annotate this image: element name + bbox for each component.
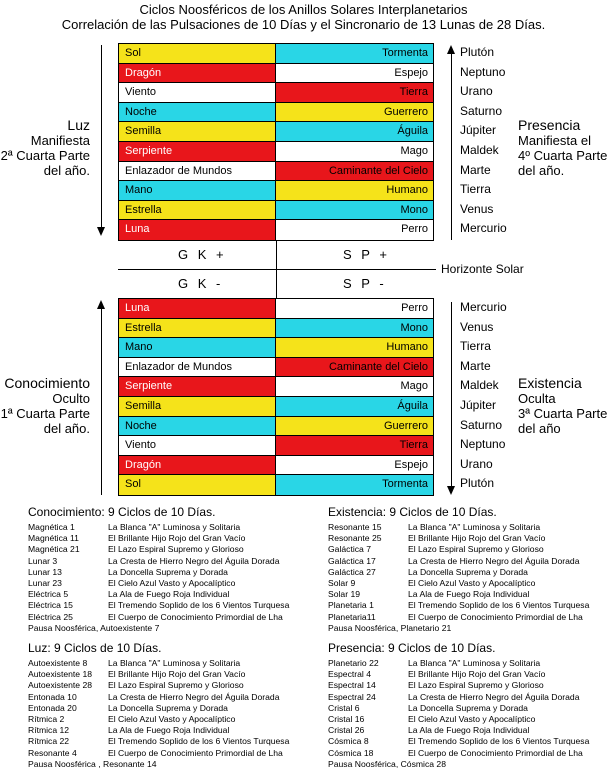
seal-right-cell: Mono <box>276 319 433 338</box>
section-presencia <box>328 641 589 770</box>
seal-left-cell: Mano <box>119 181 276 200</box>
lower-seal-table <box>118 298 434 496</box>
seal-left-cell: Luna <box>119 299 276 318</box>
cycle-name: El Tremendo Soplido de los 6 Vientos Turquesa <box>108 600 290 611</box>
arrow-down-icon <box>97 227 105 236</box>
cycle-name: La Cresta de Hierro Negro del Águila Dorada <box>408 555 580 566</box>
seal-left-cell: Enlazador de Mundos <box>119 162 276 181</box>
arrow-up-lower-left <box>101 309 102 495</box>
planet-label: Maldek <box>460 378 499 393</box>
cycle-name: El Lazo Espiral Supremo y Glorioso <box>408 544 544 555</box>
cycle-date: Lunar 3 <box>28 555 58 566</box>
planet-label: Plutón <box>460 476 495 491</box>
planet-label: Marte <box>460 358 491 373</box>
pause-note: Pausa Noosférica , Resonante 14 <box>28 758 157 769</box>
cycle-date: Eléctrica 5 <box>28 589 69 600</box>
seal-row <box>119 122 433 142</box>
cycle-name: El Cielo Azul Vasto y Apocalíptico <box>108 714 236 725</box>
cycle-name: El Brillante Hijo Rojo del Gran Vacío <box>408 533 546 544</box>
seal-left-cell: Luna <box>119 220 276 240</box>
cycle-date: Lunar 23 <box>28 578 62 589</box>
cycle-row <box>28 567 289 578</box>
cycle-row <box>28 669 289 680</box>
cycle-row <box>328 567 589 578</box>
seal-right-cell: Tormenta <box>276 44 433 63</box>
cycle-row <box>328 736 589 747</box>
seal-row <box>119 338 433 358</box>
seal-row <box>119 142 433 162</box>
planet-label: Tierra <box>460 182 491 197</box>
horizonte-solar-label: Horizonte Solar <box>441 262 524 276</box>
cycle-row <box>328 589 589 600</box>
seal-right-cell: Guerrero <box>276 417 433 436</box>
seal-right-cell: Humano <box>276 338 433 357</box>
seal-right-cell: Caminante del Cielo <box>276 358 433 377</box>
seal-row <box>119 456 433 476</box>
cycle-row <box>328 600 589 611</box>
seal-right-cell: Tormenta <box>276 475 433 495</box>
section-luz <box>28 641 289 770</box>
cycle-name: La Doncella Suprema y Dorada <box>408 702 528 713</box>
cycle-row <box>28 703 289 714</box>
cycle-date: Espectral 14 <box>328 680 376 691</box>
section-header: Presencia: 9 Ciclos de 10 Días. <box>328 641 496 655</box>
cycle-date: Cristal 16 <box>328 714 365 725</box>
seal-left-cell: Semilla <box>119 397 276 416</box>
cycle-name: La Doncella Suprema y Dorada <box>408 566 528 577</box>
arrow-down-icon <box>447 486 455 495</box>
planet-label: Mercurio <box>460 221 507 236</box>
planet-label: Saturno <box>460 103 503 118</box>
cycle-row <box>328 658 589 669</box>
planet-label: Urano <box>460 456 493 471</box>
seal-row <box>119 417 433 437</box>
cycle-name: La Cresta de Hierro Negro del Águila Dorada <box>108 691 280 702</box>
cycle-row <box>328 703 589 714</box>
cycle-name: La Blanca "A" Luminosa y Solitaria <box>108 522 241 532</box>
cycle-date: Resonante 4 <box>28 747 77 758</box>
cycle-row <box>28 748 289 759</box>
horizon-line <box>118 269 436 270</box>
section-header: Luz: 9 Ciclos de 10 Días. <box>28 641 162 655</box>
existencia-label: Existencia Oculta 3ª Cuarta Parte del año <box>518 375 607 436</box>
arrow-up-upper-right <box>451 54 452 240</box>
cycle-date: Autoexistente 28 <box>28 680 93 691</box>
cycle-date: Galáctica 27 <box>328 566 376 577</box>
cycle-name: La Blanca "A" Luminosa y Solitaria <box>408 658 541 668</box>
cycle-name: La Ala de Fuego Roja Individual <box>408 589 530 600</box>
cycle-date: Cósmica 8 <box>328 736 369 747</box>
seal-right-cell: Humano <box>276 181 433 200</box>
pause-note: Pausa Noosférica, Planetario 21 <box>328 622 452 633</box>
planet-label: Neptuno <box>460 437 506 452</box>
cycle-name: El Tremendo Soplido de los 6 Vientos Turquesa <box>408 600 590 611</box>
cycle-date: Autoexistente 8 <box>28 658 88 668</box>
seal-left-cell: Sol <box>119 475 276 495</box>
seal-left-cell: Noche <box>119 103 276 122</box>
cycle-date: Lunar 13 <box>28 566 62 577</box>
planet-label: Júpiter <box>460 123 497 138</box>
seal-row <box>119 436 433 456</box>
cycle-name: El Tremendo Soplido de los 6 Vientos Turquesa <box>108 736 290 747</box>
cycle-date: Solar 19 <box>328 589 361 600</box>
cycle-name: El Cuerpo de Conocimiento Primordial de Lha <box>408 611 583 622</box>
arrow-up-icon <box>447 45 455 54</box>
cycle-name: El Cielo Azul Vasto y Apocalíptico <box>108 578 236 589</box>
cycle-row <box>28 533 289 544</box>
cycle-name: El Cuerpo de Conocimiento Primordial de Lha <box>108 747 283 758</box>
pause-note: Pausa Noosférica, Autoexistente 7 <box>28 622 160 633</box>
cycle-date: Rítmica 12 <box>28 725 70 736</box>
cycle-name: El Lazo Espiral Supremo y Glorioso <box>108 544 244 555</box>
cycle-name: La Cresta de Hierro Negro del Águila Dorada <box>108 555 280 566</box>
cycle-row <box>28 612 289 623</box>
planet-label: Tierra <box>460 339 491 354</box>
seal-row <box>119 299 433 319</box>
seal-right-cell: Tierra <box>276 436 433 455</box>
cycle-date: Rítmica 2 <box>28 714 65 725</box>
page-title: Ciclos Noosféricos de los Anillos Solares Interplanetarios <box>139 2 468 17</box>
seal-row <box>119 64 433 84</box>
arrow-up-icon <box>97 300 105 309</box>
cycle-date: Entonada 10 <box>28 691 77 702</box>
seal-left-cell: Dragón <box>119 456 276 475</box>
seal-row <box>119 377 433 397</box>
seal-right-cell: Espejo <box>276 456 433 475</box>
seal-left-cell: Semilla <box>119 122 276 141</box>
cycle-name: El Tremendo Soplido de los 6 Vientos Turquesa <box>408 736 590 747</box>
upper-planet-list <box>460 43 507 239</box>
seal-left-cell: Viento <box>119 436 276 455</box>
cycle-row <box>28 589 289 600</box>
cycle-date: Resonante 15 <box>328 522 382 532</box>
cycle-date: Cristal 26 <box>328 725 365 736</box>
cycle-row <box>328 533 589 544</box>
cycle-row <box>28 692 289 703</box>
seal-left-cell: Dragón <box>119 64 276 83</box>
seal-row <box>119 44 433 64</box>
section-existencia <box>328 505 589 634</box>
cycle-row <box>28 578 289 589</box>
cycle-row <box>28 556 289 567</box>
planet-label: Saturno <box>460 417 503 432</box>
presencia-label: Presencia Manifiesta el 4º Cuarta Parte del año. <box>518 117 607 178</box>
seal-row <box>119 162 433 182</box>
cycle-date: Entonada 20 <box>28 702 77 713</box>
cycle-date: Eléctrica 25 <box>28 611 73 622</box>
cycle-name: La Ala de Fuego Roja Individual <box>108 589 230 600</box>
planet-label: Venus <box>460 319 494 334</box>
cycle-row <box>328 669 589 680</box>
cycle-row <box>328 748 589 759</box>
seal-left-cell: Enlazador de Mundos <box>119 358 276 377</box>
cycle-row <box>328 680 589 691</box>
cycle-row <box>328 544 589 555</box>
cycle-date: Planetario 22 <box>328 658 379 668</box>
cycle-row <box>328 692 589 703</box>
cycle-date: Espectral 4 <box>328 669 371 680</box>
seal-row <box>119 475 433 495</box>
planet-label: Neptuno <box>460 64 506 79</box>
seal-row <box>119 220 433 240</box>
cycle-date: Eléctrica 15 <box>28 600 73 611</box>
cycle-name: El Cuerpo de Conocimiento Primordial de Lha <box>408 747 583 758</box>
seal-right-cell: Águila <box>276 122 433 141</box>
seal-row <box>119 319 433 339</box>
luz-label: Luz Manifiesta 2ª Cuarta Parte del año. <box>0 117 90 178</box>
cycle-name: El Cuerpo de Conocimiento Primordial de Lha <box>108 611 283 622</box>
planet-label: Mercurio <box>460 300 507 314</box>
cycle-name: El Lazo Espiral Supremo y Glorioso <box>108 680 244 691</box>
seal-right-cell: Espejo <box>276 64 433 83</box>
sp-minus-label: S P - <box>343 276 387 291</box>
cycle-date: Magnética 1 <box>28 522 75 532</box>
section-header: Existencia: 9 Ciclos de 10 Días. <box>328 505 497 519</box>
cycle-name: El Brillante Hijo Rojo del Gran Vacío <box>108 669 246 680</box>
planet-label: Júpiter <box>460 397 497 412</box>
conocimiento-label: Conocimiento Oculto 1ª Cuarta Parte del año. <box>0 375 90 436</box>
cycle-date: Resonante 25 <box>328 533 382 544</box>
seal-left-cell: Mano <box>119 338 276 357</box>
cycle-name: La Cresta de Hierro Negro del Águila Dorada <box>408 691 580 702</box>
cycle-row <box>28 658 289 669</box>
seal-left-cell: Viento <box>119 83 276 102</box>
section-header: Conocimiento: 9 Ciclos de 10 Días. <box>28 505 216 519</box>
arrow-down-upper-left <box>101 45 102 227</box>
upper-seal-table <box>118 43 434 241</box>
planet-label: Venus <box>460 201 494 216</box>
seal-right-cell: Mago <box>276 142 433 161</box>
cycle-name: El Brillante Hijo Rojo del Gran Vacío <box>108 533 246 544</box>
cycle-row <box>328 612 589 623</box>
seal-row <box>119 103 433 123</box>
cycle-name: La Blanca "A" Luminosa y Solitaria <box>408 522 541 532</box>
seal-row <box>119 181 433 201</box>
seal-right-cell: Mono <box>276 201 433 220</box>
page-subtitle: Correlación de las Pulsaciones de 10 Días y el Sincronario de 13 Lunas de 28 Días. <box>61 17 546 32</box>
seal-left-cell: Estrella <box>119 201 276 220</box>
cycle-date: Cristal 6 <box>328 702 360 713</box>
gk-minus-label: G K - <box>178 276 224 291</box>
cycle-row <box>28 544 289 555</box>
seal-left-cell: Noche <box>119 417 276 436</box>
seal-right-cell: Águila <box>276 397 433 416</box>
cycle-date: Cósmica 18 <box>328 747 374 758</box>
cycle-date: Autoexistente 18 <box>28 669 93 680</box>
cycle-date: Solar 9 <box>328 578 356 589</box>
seal-right-cell: Perro <box>276 299 433 318</box>
cycle-name: El Lazo Espiral Supremo y Glorioso <box>408 680 544 691</box>
seal-row <box>119 83 433 103</box>
cycle-name: El Cielo Azul Vasto y Apocalíptico <box>408 714 536 725</box>
cycle-row <box>328 556 589 567</box>
cycle-date: Magnética 11 <box>28 533 79 544</box>
seal-right-cell: Mago <box>276 377 433 396</box>
cycle-date: Galáctica 17 <box>328 555 376 566</box>
seal-right-cell: Caminante del Cielo <box>276 162 433 181</box>
seal-right-cell: Guerrero <box>276 103 433 122</box>
cycle-row <box>28 725 289 736</box>
cycle-date: Galáctica 7 <box>328 544 371 555</box>
cycle-date: Planetaria 1 <box>328 600 374 611</box>
cycle-row <box>328 725 589 736</box>
gk-plus-label: G K + <box>178 247 227 262</box>
cycle-row <box>28 680 289 691</box>
cycle-date: Espectral 24 <box>328 691 376 702</box>
seal-right-cell: Tierra <box>276 83 433 102</box>
seal-row <box>119 397 433 417</box>
section-conocimiento <box>28 505 289 634</box>
seal-right-cell: Perro <box>276 220 433 240</box>
planet-label: Marte <box>460 162 491 177</box>
cycle-name: La Doncella Suprema y Dorada <box>108 566 228 577</box>
cycle-name: El Cielo Azul Vasto y Apocalíptico <box>408 578 536 589</box>
seal-left-cell: Serpiente <box>119 142 276 161</box>
seal-left-cell: Sol <box>119 44 276 63</box>
cycle-date: Planetaria11 <box>328 611 376 622</box>
cycle-row <box>28 600 289 611</box>
seal-row <box>119 358 433 378</box>
seal-left-cell: Serpiente <box>119 377 276 396</box>
planet-label: Maldek <box>460 142 499 157</box>
planet-label: Plutón <box>460 45 495 59</box>
cycle-name: La Blanca "A" Luminosa y Solitaria <box>108 658 241 668</box>
cycle-row <box>328 522 589 533</box>
cycle-row <box>328 578 589 589</box>
cycle-name: El Brillante Hijo Rojo del Gran Vacío <box>408 669 546 680</box>
cycle-date: Magnética 21 <box>28 544 80 555</box>
cycle-row <box>28 714 289 725</box>
sp-plus-label: S P + <box>343 247 390 262</box>
cycle-name: La Doncella Suprema y Dorada <box>108 702 228 713</box>
seal-row <box>119 201 433 221</box>
lower-planet-list <box>460 298 507 494</box>
cycle-date: Rítmica 22 <box>28 736 70 747</box>
pause-note: Pausa Noosférica, Cósmica 28 <box>328 758 446 769</box>
cycle-row <box>328 714 589 725</box>
seal-left-cell: Estrella <box>119 319 276 338</box>
cycle-name: La Ala de Fuego Roja Individual <box>408 725 530 736</box>
cycle-name: La Ala de Fuego Roja Individual <box>108 725 230 736</box>
cycle-row <box>28 522 289 533</box>
arrow-down-lower-right <box>451 302 452 486</box>
planet-label: Urano <box>460 84 493 99</box>
cycle-row <box>28 736 289 747</box>
